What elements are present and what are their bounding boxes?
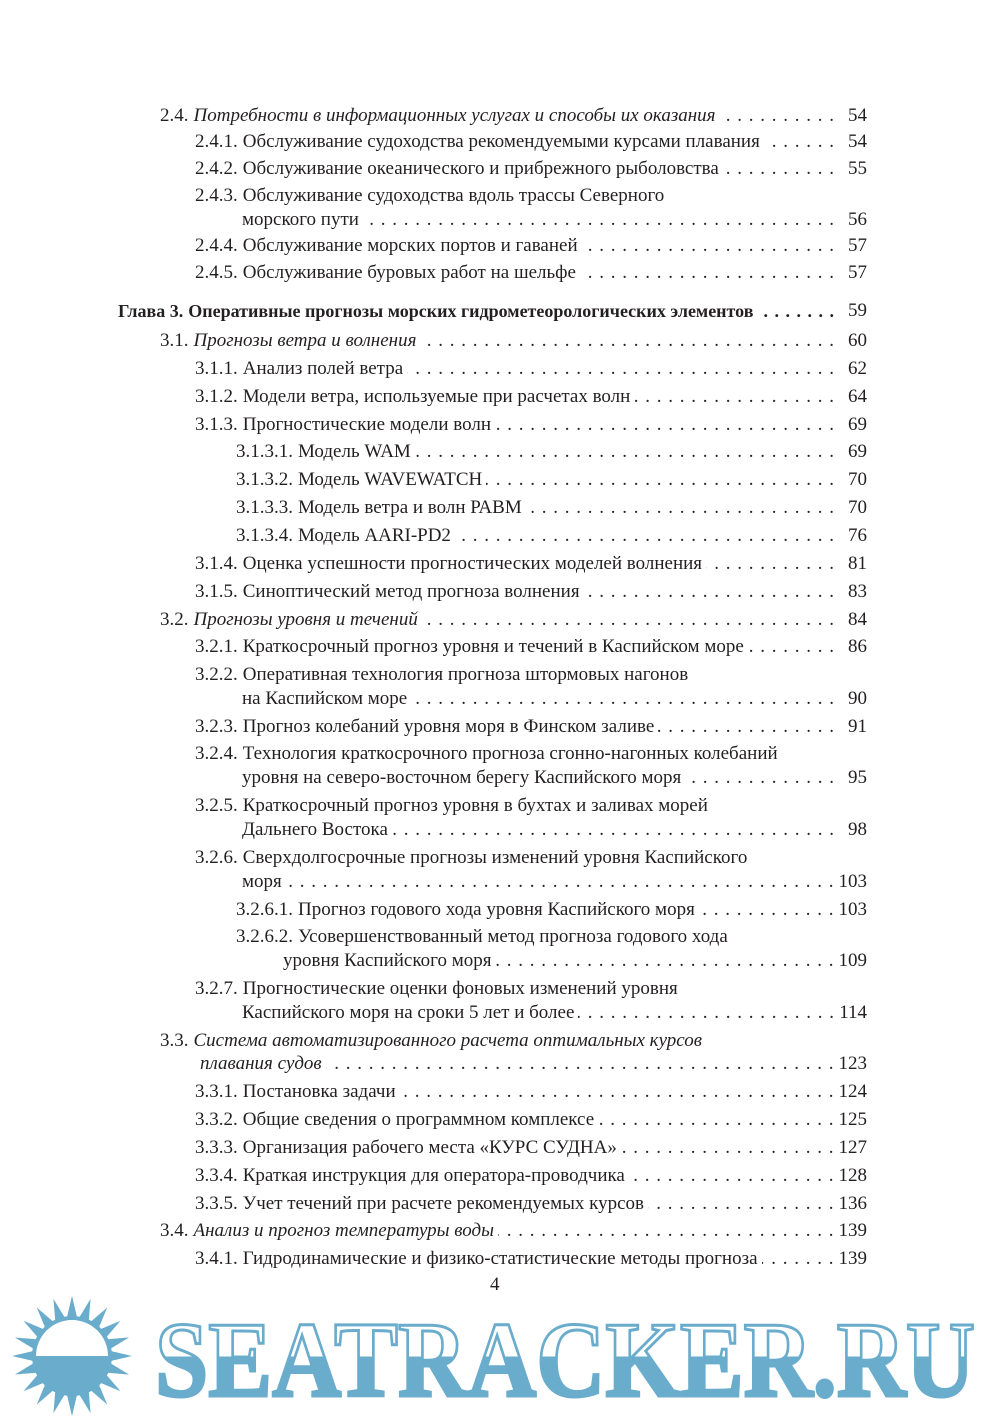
toc-entry-number: 3.3.2. [195, 1109, 238, 1130]
toc-entry-number: 3.2. [160, 609, 189, 630]
toc-entry-title: Анализ полей ветра [242, 358, 404, 379]
toc-entry[interactable] [0, 1107, 991, 1133]
page-number: 4 [490, 1274, 500, 1295]
toc-entry-number: 3.1.4. [195, 553, 238, 574]
dot-leader [498, 1218, 835, 1244]
toc-entry-page: 57 [848, 262, 867, 283]
toc-entry[interactable] [0, 924, 991, 950]
toc-entry[interactable] [0, 948, 991, 974]
toc-entry-number: 3.1.3.4. [236, 525, 293, 546]
dot-leader [411, 686, 835, 712]
toc-entry[interactable] [0, 607, 991, 633]
toc-entry-number: 3.2.1. [195, 636, 238, 657]
toc-entry-page: 70 [848, 469, 867, 490]
toc-entry[interactable] [0, 634, 991, 660]
dot-leader [658, 714, 835, 740]
toc-entry-number: 3.2.3. [195, 716, 238, 737]
toc-entry[interactable] [0, 662, 991, 688]
toc-entry-page: 62 [848, 358, 867, 379]
dot-leader [648, 1191, 834, 1217]
toc-entry-title: моря [242, 871, 282, 892]
dot-leader [757, 298, 835, 324]
toc-entry[interactable] [0, 298, 991, 324]
toc-entry-number: 3.1.3.1. [236, 441, 293, 462]
toc-entry-title: Технология краткосрочного прогноза сгонно-нагонных колебаний [242, 743, 778, 764]
toc-entry-number: 3.1.1. [195, 358, 238, 379]
toc-entry-page: 56 [848, 209, 867, 230]
toc-entry-title: Оперативная технология прогноза штормовых нагонов [242, 664, 689, 685]
toc-entry-page: 139 [838, 1220, 867, 1241]
toc-entry-title: Прогностические оценки фоновых изменений уровня [242, 978, 678, 999]
toc-entry[interactable] [0, 686, 991, 712]
toc-entry[interactable] [0, 1051, 991, 1077]
toc-entry-page: 69 [848, 441, 867, 462]
toc-entry[interactable] [0, 439, 991, 465]
toc-entry-number: 3.3.4. [195, 1165, 238, 1186]
toc-entry-page: 123 [838, 1053, 867, 1074]
toc-entry-title: Общие сведения о программном комплексе [242, 1109, 595, 1130]
dot-leader [720, 103, 835, 129]
toc-entry[interactable] [0, 845, 991, 871]
toc-entry[interactable] [0, 467, 991, 493]
toc-entry-title: Краткосрочный прогноз уровня в бухтах и заливах морей [242, 795, 708, 816]
toc-entry[interactable] [0, 356, 991, 382]
toc-entry-number: 3.3.1. [195, 1081, 238, 1102]
toc-entry[interactable] [0, 1163, 991, 1189]
seatracker-watermark-logo [0, 1292, 991, 1416]
toc-entry-title: уровня Каспийского моря [283, 950, 492, 971]
toc-entry-number: 3.2.4. [195, 743, 238, 764]
toc-entry-number: Глава 3. [118, 301, 184, 321]
dot-leader [526, 495, 835, 521]
toc-entry-number: 3.4. [160, 1220, 189, 1241]
dot-leader [634, 384, 835, 410]
toc-entry-page: 124 [838, 1081, 867, 1102]
toc-entry-title: Оценка успешности прогностических моделей волнения [242, 553, 703, 574]
toc-entry-page: 114 [839, 1002, 867, 1023]
toc-entry-number: 3.1.2. [195, 386, 238, 407]
dot-leader [422, 607, 835, 633]
toc-entry-title: Гидродинамические и физико-статистические методы прогноза [242, 1248, 758, 1269]
toc-entry-number: 3.2.6.1. [236, 899, 293, 920]
toc-entry-title: Дальнего Востока [242, 819, 388, 840]
toc-entry[interactable] [0, 976, 991, 1002]
toc-entry[interactable] [0, 1191, 991, 1217]
toc-entry-title: Обслуживание буровых работ на шельфе [242, 262, 576, 283]
toc-entry-title: Сверхдолгосрочные прогнозы изменений уровня Каспийского [242, 847, 748, 868]
toc-entry[interactable] [0, 1246, 991, 1272]
toc-entry-title: Обслуживание судоходства рекомендуемыми курсами плавания [242, 131, 760, 152]
toc-entry[interactable] [0, 129, 991, 155]
toc-entry-title: Краткая инструкция для оператора-проводчика [242, 1165, 625, 1186]
toc-entry-title: Синоптический метод прогноза волнения [242, 581, 580, 602]
toc-entry-number: 3.1.3.2. [236, 469, 293, 490]
sun-icon [12, 1296, 132, 1416]
dot-leader [621, 1135, 835, 1161]
dot-leader [764, 129, 835, 155]
toc-entry-title: уровня на северо-восточном берегу Каспийского моря [242, 767, 682, 788]
toc-entry-title: Прогностические модели волн [242, 414, 492, 435]
toc-entry-page: 90 [848, 688, 867, 709]
dot-leader [495, 412, 835, 438]
toc-entry-page: 64 [848, 386, 867, 407]
toc-entry-page: 55 [848, 158, 867, 179]
toc-entry-title: Потребности в информационных услугах и способы их оказания [193, 105, 716, 126]
dot-leader [748, 634, 835, 660]
toc-entry-title: Модель ветра и волн РАВМ [298, 497, 522, 518]
toc-entry-title: Модель WAVEWATCH [298, 469, 483, 490]
dot-leader [415, 439, 835, 465]
dot-leader [363, 207, 835, 233]
toc-entry-page: 84 [848, 609, 867, 630]
toc-entry-page: 57 [848, 235, 867, 256]
toc-entry-number: 2.4.2. [195, 158, 238, 179]
toc-entry-number: 3.2.6.2. [236, 926, 293, 947]
toc-entry-number: 2.4.5. [195, 262, 238, 283]
toc-entry[interactable] [0, 260, 991, 286]
dot-leader [685, 765, 835, 791]
toc-entry-page: 127 [838, 1137, 867, 1158]
toc-entry[interactable] [0, 793, 991, 819]
toc-entry-page: 69 [848, 414, 867, 435]
toc-entry-page: 98 [848, 819, 867, 840]
dot-leader [584, 579, 835, 605]
toc-entry[interactable] [0, 579, 991, 605]
toc-entry-number: 3.1.3. [195, 414, 238, 435]
dot-leader [392, 817, 835, 843]
toc-entry-title: на Каспийском море [242, 688, 408, 709]
dot-leader [400, 1079, 835, 1105]
toc-entry[interactable] [0, 869, 991, 895]
dot-leader [495, 948, 834, 974]
toc-entry[interactable] [0, 183, 991, 209]
toc-entry-title: Обслуживание океанического и прибрежного рыболовства [242, 158, 719, 179]
dot-leader [699, 897, 835, 923]
toc-entry[interactable] [0, 1135, 991, 1161]
dot-leader [580, 260, 835, 286]
toc-entry-title: Прогноз годового хода уровня Каспийского моря [298, 899, 695, 920]
toc-entry-title: Обслуживание судоходства вдоль трассы Северного [242, 185, 665, 206]
toc-entry[interactable] [0, 412, 991, 438]
dot-leader [598, 1107, 834, 1133]
dot-leader [762, 1246, 835, 1272]
toc-entry-page: 86 [848, 636, 867, 657]
toc-entry-page: 76 [848, 525, 867, 546]
toc-entry[interactable] [0, 741, 991, 767]
toc-entry-number: 2.4. [160, 105, 189, 126]
dot-leader [326, 1051, 835, 1077]
toc-entry-title: Прогнозы ветра и волнения [193, 330, 417, 351]
toc-entry-page: 103 [838, 871, 867, 892]
toc-entry-page: 109 [838, 950, 867, 971]
dot-leader [582, 233, 835, 259]
toc-entry-page: 95 [848, 767, 867, 788]
toc-entry-number: 3.2.7. [195, 978, 238, 999]
toc-entry-page: 136 [838, 1193, 867, 1214]
toc-entry-title: Модель WAM [298, 441, 411, 462]
toc-entry[interactable] [0, 523, 991, 549]
toc-entry-title: Организация рабочего места «КУРС СУДНА» [242, 1137, 617, 1158]
toc-entry-number: 3.3. [160, 1030, 189, 1051]
toc-entry-page: 139 [838, 1248, 867, 1269]
toc-entry-page: 59 [848, 300, 867, 321]
toc-entry-title: Оперативные прогнозы морских гидрометеорологических элементов [188, 301, 754, 321]
dot-leader [486, 467, 835, 493]
toc-entry-page: 103 [838, 899, 867, 920]
dot-leader [578, 1000, 835, 1026]
toc-entry-title: морского пути [242, 209, 359, 230]
toc-entry[interactable] [0, 765, 991, 791]
toc-entry-title: Анализ и прогноз температуры воды [193, 1220, 494, 1241]
toc-entry[interactable] [0, 1079, 991, 1105]
toc-entry-number: 3.2.5. [195, 795, 238, 816]
dot-leader [455, 523, 835, 549]
toc-entry-page: 70 [848, 497, 867, 518]
toc-entry[interactable] [0, 817, 991, 843]
toc-entry[interactable] [0, 1218, 991, 1244]
toc-entry-title: Постановка задачи [242, 1081, 396, 1102]
toc-entry-page: 125 [838, 1109, 867, 1130]
toc-entry[interactable] [0, 495, 991, 521]
toc-entry-number: 3.4.1. [195, 1248, 238, 1269]
toc-entry[interactable] [0, 233, 991, 259]
toc-entry-title: Усовершенствованный метод прогноза годового хода [298, 926, 728, 947]
toc-entry-title: Каспийского моря на сроки 5 лет и более [242, 1002, 575, 1023]
toc-entry-number: 3.3.3. [195, 1137, 238, 1158]
toc-entry-number: 3.2.2. [195, 664, 238, 685]
toc-entry-title: Обслуживание морских портов и гаваней [242, 235, 578, 256]
toc-entry-number: 3.1. [160, 330, 189, 351]
toc-entry-page: 83 [848, 581, 867, 602]
toc-entry[interactable] [0, 384, 991, 410]
toc-entry-title: Модель AARI-PD2 [298, 525, 451, 546]
toc-entry-number: 3.1.5. [195, 581, 238, 602]
dot-leader [407, 356, 835, 382]
toc-entry-number: 2.4.4. [195, 235, 238, 256]
watermark-text: SEATRACKER.RU [155, 1301, 975, 1416]
toc-entry-title: Система автоматизированного расчета оптимальных курсов [193, 1030, 702, 1051]
toc-entry-page: 81 [848, 553, 867, 574]
toc-entry-number: 3.2.6. [195, 847, 238, 868]
toc-entry[interactable] [0, 1000, 991, 1026]
toc-entry-page: 60 [848, 330, 867, 351]
toc-entry-number: 3.3.5. [195, 1193, 238, 1214]
toc-entry-number: 3.1.3.3. [236, 497, 293, 518]
toc-entry[interactable] [0, 156, 991, 182]
dot-leader [286, 869, 835, 895]
toc-entry[interactable] [0, 897, 991, 923]
toc-entry-page: 91 [848, 716, 867, 737]
toc-entry[interactable] [0, 714, 991, 740]
toc-entry-title: Учет течений при расчете рекомендуемых курсов [242, 1193, 645, 1214]
toc-entry-title: Краткосрочный прогноз уровня и течений в Каспийском море [242, 636, 744, 657]
dot-leader [420, 328, 835, 354]
toc-entry-page: 54 [848, 131, 867, 152]
toc-entry[interactable] [0, 551, 991, 577]
toc-entry[interactable] [0, 103, 991, 129]
toc-entry-title: Прогноз колебаний уровня моря в Финском заливе [242, 716, 655, 737]
dot-leader [723, 156, 835, 182]
toc-entry-title: Модели ветра, используемые при расчетах волн [242, 386, 631, 407]
toc-entry[interactable] [0, 207, 991, 233]
toc-entry-page: 54 [848, 105, 867, 126]
toc-entry-title: плавания судов [200, 1053, 322, 1074]
toc-entry[interactable] [0, 328, 991, 354]
dot-leader [706, 551, 835, 577]
toc-entry-page: 128 [838, 1165, 867, 1186]
toc-entry-number: 2.4.1. [195, 131, 238, 152]
dot-leader [629, 1163, 835, 1189]
toc-entry-title: Прогнозы уровня и течений [193, 609, 418, 630]
toc-entry-number: 2.4.3. [195, 185, 238, 206]
